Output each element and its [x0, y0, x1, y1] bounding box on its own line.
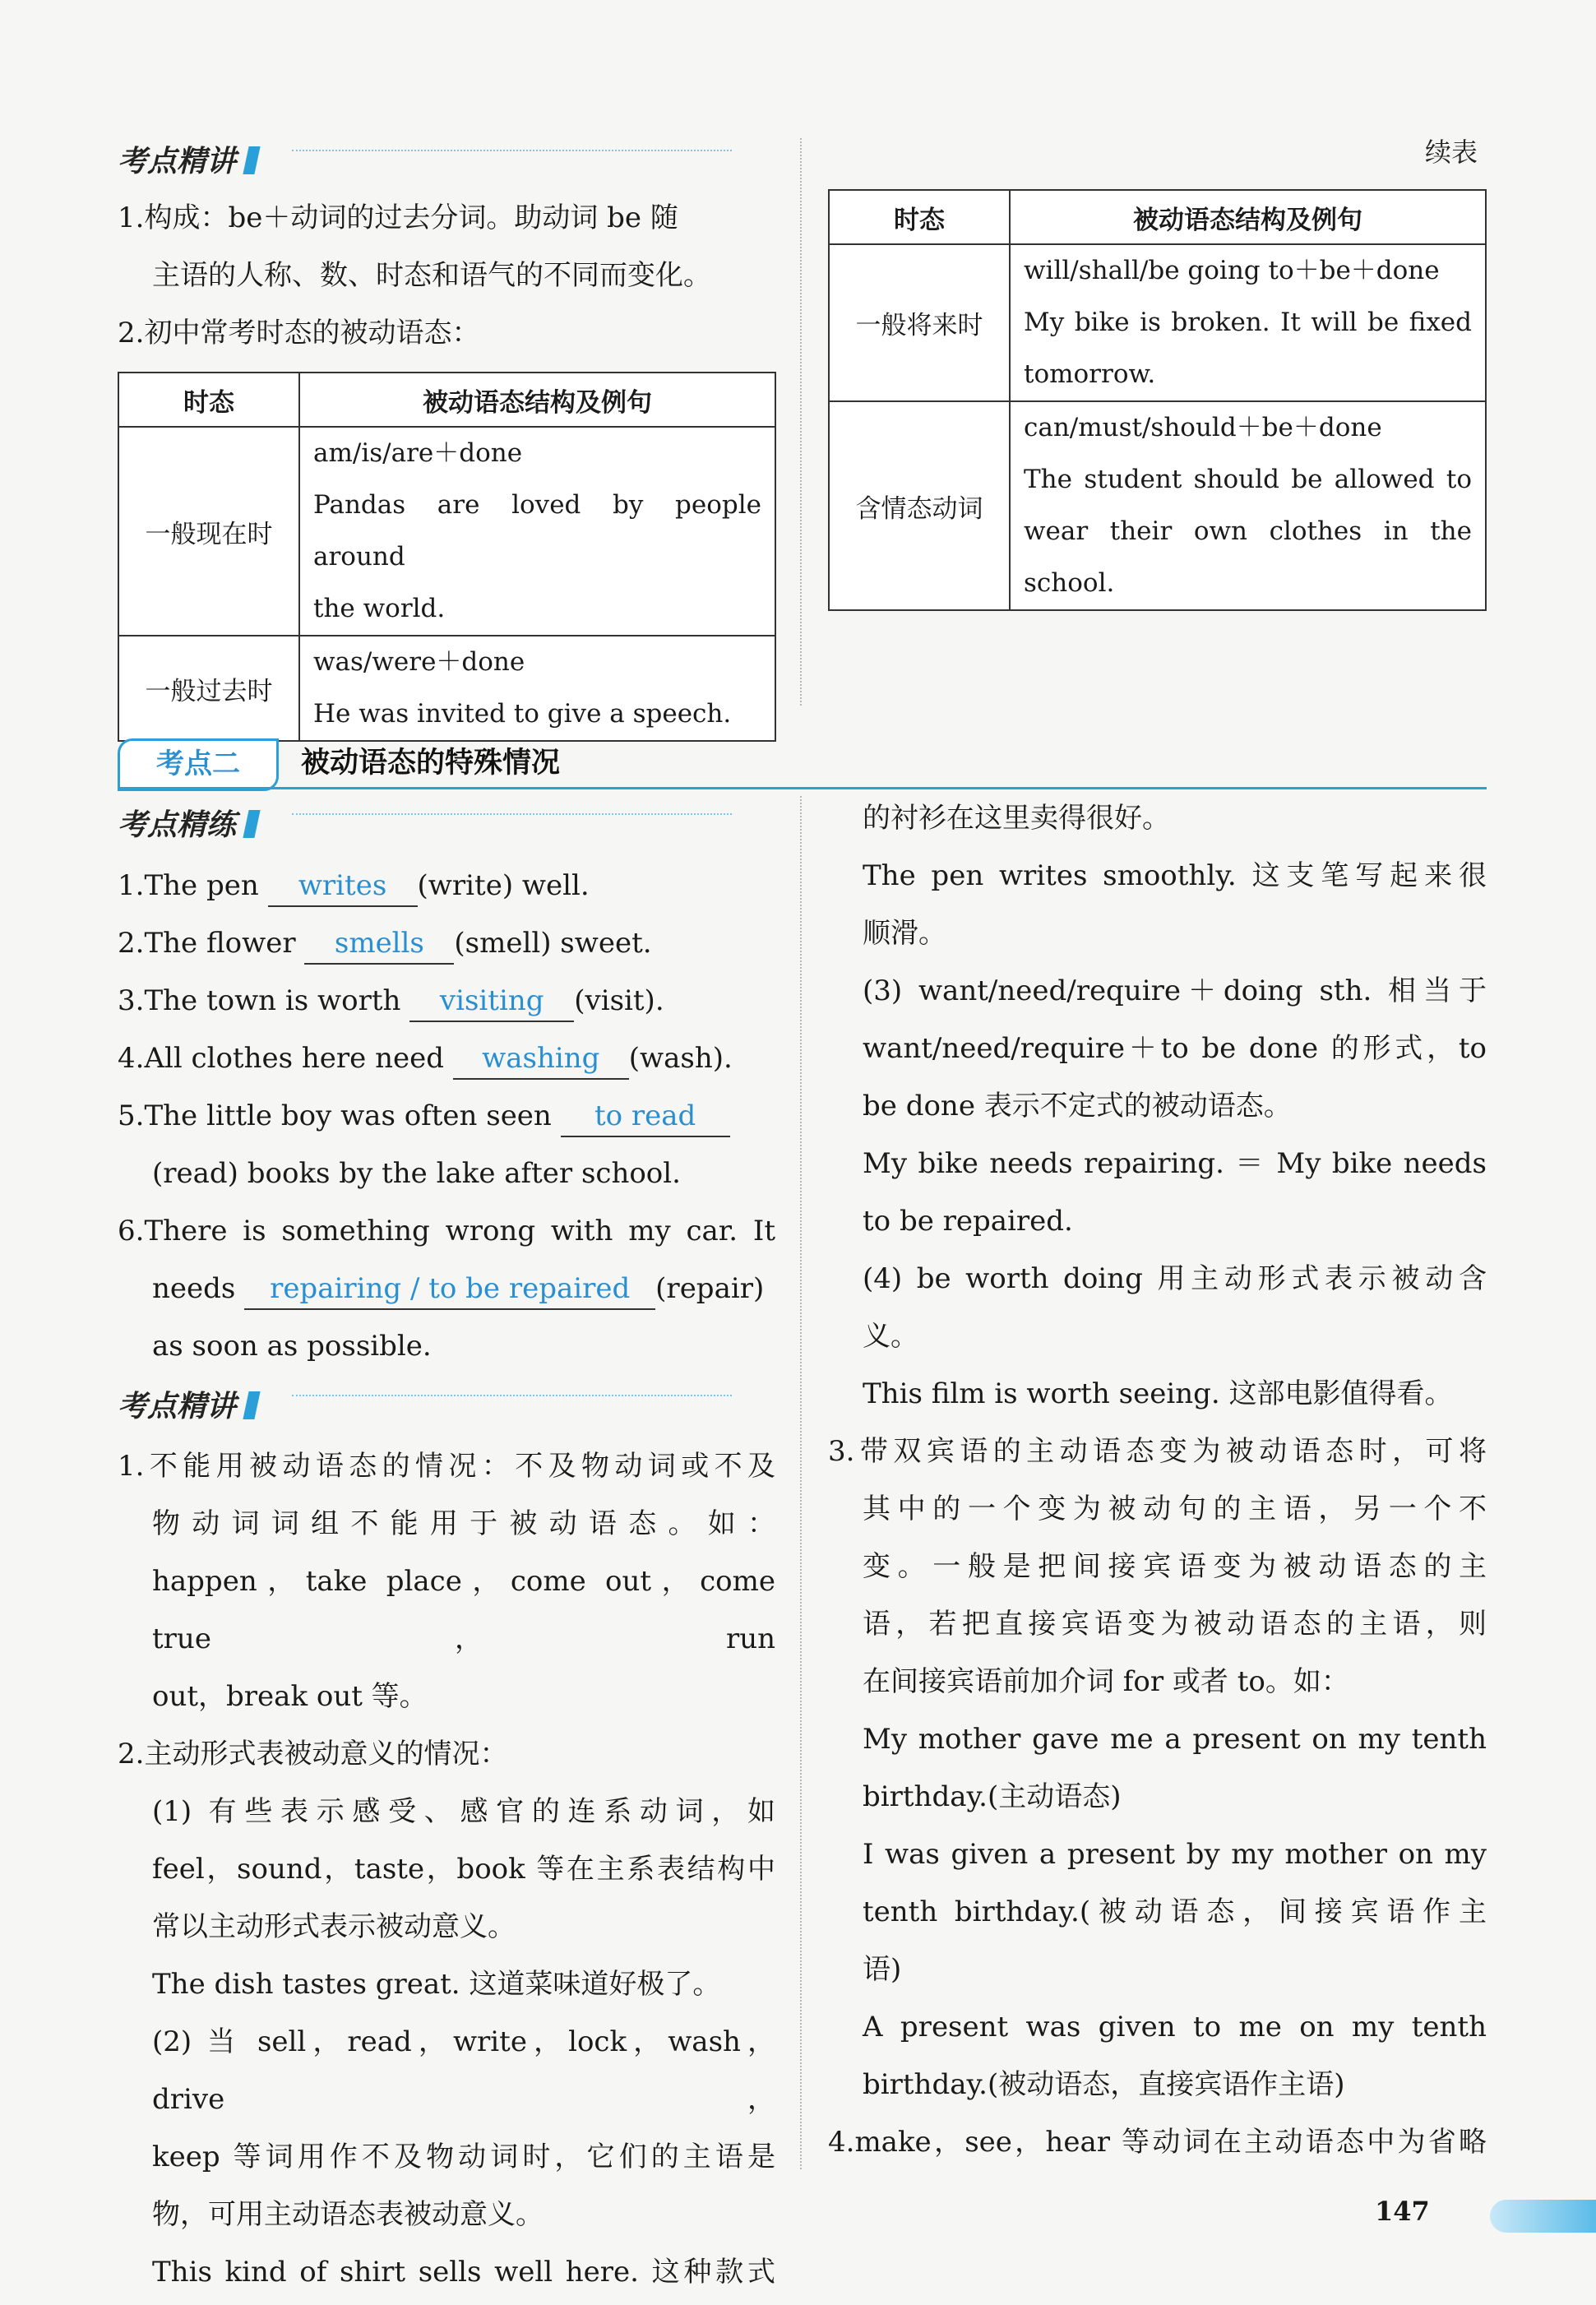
section2-title: 被动语态的特殊情况 — [301, 747, 561, 780]
table1-row2-example: was/were＋done He was invited to give a speech. — [299, 636, 775, 741]
answer-blank-4: washing — [453, 1039, 629, 1080]
table-row — [118, 427, 775, 636]
exercise-1: 1.The pen writes (write) well. — [118, 857, 775, 914]
intro-item-2: 2.初中常考时态的被动语态： — [118, 317, 480, 349]
exercise-4: 4.All clothes here need washing (wash). — [118, 1030, 775, 1087]
note-line: 物动词词组不能用于被动语态。如： — [152, 1507, 775, 1540]
kaodian-jingjiang-header: 考点精讲 — [118, 138, 257, 180]
header-accent-bar — [243, 810, 260, 838]
note-line: This kind of shirt sells well here. 这种款式 — [152, 2256, 775, 2289]
answer-blank-2: smells — [304, 923, 454, 965]
note-line: 变。一般是把间接宾语变为被动语态的主 — [863, 1550, 1487, 1583]
note-line: The dish tastes great. 这道菜味道好极了。 — [152, 1968, 721, 2001]
table-row — [829, 401, 1486, 610]
note-line: (4) be worth doing 用主动形式表示被动含 — [863, 1262, 1487, 1295]
table2-header-structure: 被动语态结构及例句 — [1010, 190, 1486, 244]
note-line: 常以主动形式表示被动意义。 — [152, 1910, 516, 1943]
table2-row1-example: will/shall/be going to＋be＋done My bike is broken. It will be fixed tomorrow. — [1010, 244, 1486, 401]
note-line: 语) — [863, 1953, 902, 1986]
page-tab-decoration — [1490, 2200, 1596, 2233]
exercise-5: 5.The little boy was often seen to read — [118, 1087, 775, 1145]
right-notes — [828, 789, 1487, 2171]
note-line: (3) want/need/require＋doing sth. 相当于 — [863, 974, 1487, 1007]
note-line: My mother gave me a present on my tenth — [863, 1723, 1487, 1756]
note-line: 3.带双宾语的主动语态变为被动语态时，可将 — [828, 1435, 1487, 1468]
table2-row2-tense: 含情态动词 — [829, 401, 1010, 610]
intro-item-1-line-1: 1.构成：be＋动词的过去分词。助动词 be 随 — [118, 201, 678, 234]
note-line: out，break out 等。 — [152, 1680, 428, 1713]
table2-row1-tense: 一般将来时 — [829, 244, 1010, 401]
exercise-6: 6.There is something wrong with my car. It — [118, 1215, 775, 1247]
table1-header-structure: 被动语态结构及例句 — [299, 373, 775, 427]
note-line: 2.主动形式表被动意义的情况： — [118, 1738, 508, 1770]
table1-header-tense: 时态 — [118, 373, 299, 427]
column-divider — [800, 796, 802, 2169]
note-line: A present was given to me on my tenth — [863, 2011, 1487, 2043]
note-line: (2) 当 sell，read，write，lock，wash，drive， — [152, 2025, 775, 2116]
note-line: to be repaired. — [863, 1205, 1073, 1238]
answer-blank-3: visiting — [409, 981, 574, 1022]
exercise-6-cont: as soon as possible. — [152, 1330, 432, 1363]
header-rule — [292, 813, 732, 815]
note-line: happen，take place，come out，come true，run — [152, 1565, 775, 1655]
note-line: My bike needs repairing. ＝ My bike needs — [863, 1147, 1487, 1180]
exercise-6-line-2: needs repairing / to be repaired (repair) — [118, 1260, 775, 1317]
note-line: 语，若把直接宾语变为被动语态的主语，则 — [863, 1608, 1487, 1641]
exercise-3: 3.The town is worth visiting (visit). — [118, 972, 775, 1030]
note-line: 的衬衫在这里卖得很好。 — [863, 802, 1170, 835]
note-line: 在间接宾语前加介词 for 或者 to。如： — [863, 1665, 1349, 1698]
answer-blank-1: writes — [268, 866, 418, 907]
kaodian-jingjiang-header-2: 考点精讲 — [118, 1383, 257, 1425]
table2-header-tense: 时态 — [829, 190, 1010, 244]
note-line: feel，sound，taste，book 等在主系表结构中 — [152, 1853, 775, 1886]
exercise-2: 2.The flower smells (smell) sweet. — [118, 914, 775, 972]
header-accent-bar — [243, 146, 260, 174]
left-notes — [118, 1437, 775, 2301]
note-line: This film is worth seeing. 这部电影值得看。 — [863, 1377, 1453, 1410]
kaodian-jinglian-header: 考点精练 — [118, 802, 257, 844]
table-row — [829, 244, 1486, 401]
intro-item-1-line-2: 主语的人称、数、时态和语气的不同而变化。 — [152, 259, 711, 292]
note-line: birthday.(被动语态，直接宾语作主语) — [863, 2068, 1345, 2101]
section2-bar — [118, 738, 1487, 788]
column-divider — [800, 138, 802, 706]
exercise-5-cont: (read) books by the lake after school. — [152, 1157, 681, 1190]
note-line: 4.make，see，hear 等动词在主动语态中为省略 — [828, 2126, 1487, 2159]
note-line: 义。 — [863, 1320, 918, 1353]
note-line: be done 表示不定式的被动语态。 — [863, 1090, 1292, 1122]
note-line: 顺滑。 — [863, 917, 946, 950]
table-row — [118, 636, 775, 741]
note-line: The pen writes smoothly. 这支笔写起来很 — [863, 859, 1487, 892]
table-continued-label: 续表 — [1425, 137, 1478, 168]
header-rule — [292, 150, 732, 151]
header-accent-bar — [243, 1391, 260, 1419]
table1-row2-tense: 一般过去时 — [118, 636, 299, 741]
note-line: 物，可用主动语态表被动意义。 — [152, 2198, 544, 2231]
note-line: I was given a present by my mother on my — [863, 1838, 1487, 1871]
note-line: want/need/require＋to be done 的形式，to — [863, 1032, 1487, 1065]
note-line: 其中的一个变为被动句的主语，另一个不 — [863, 1493, 1487, 1525]
answer-blank-6: repairing / to be repaired — [244, 1269, 655, 1310]
page-number: 147 — [1375, 2196, 1430, 2227]
table2-row2-example: can/must/should＋be＋done The student should be allowed to wear their own clothes in the school. — [1010, 401, 1486, 610]
tense-table-2 — [828, 189, 1487, 611]
note-line: keep 等词用作不及物动词时，它们的主语是 — [152, 2141, 775, 2173]
section1-intro — [118, 189, 775, 362]
note-line: (1) 有些表示感受、感官的连系动词，如 — [152, 1795, 775, 1828]
tense-table-1 — [118, 372, 776, 742]
section2-tag: 考点二 — [118, 738, 279, 791]
table1-row1-tense: 一般现在时 — [118, 427, 299, 636]
note-line: 1.不能用被动语态的情况：不及物动词或不及 — [118, 1450, 775, 1483]
answer-blank-5: to read — [561, 1096, 730, 1137]
table1-row1-example: am/is/are＋done Pandas are loved by people around the world. — [299, 427, 775, 636]
note-line: tenth birthday.(被动语态，间接宾语作主 — [863, 1895, 1487, 1928]
header-rule — [292, 1395, 732, 1396]
exercise-list — [118, 857, 775, 1375]
note-line: birthday.(主动语态) — [863, 1780, 1122, 1813]
